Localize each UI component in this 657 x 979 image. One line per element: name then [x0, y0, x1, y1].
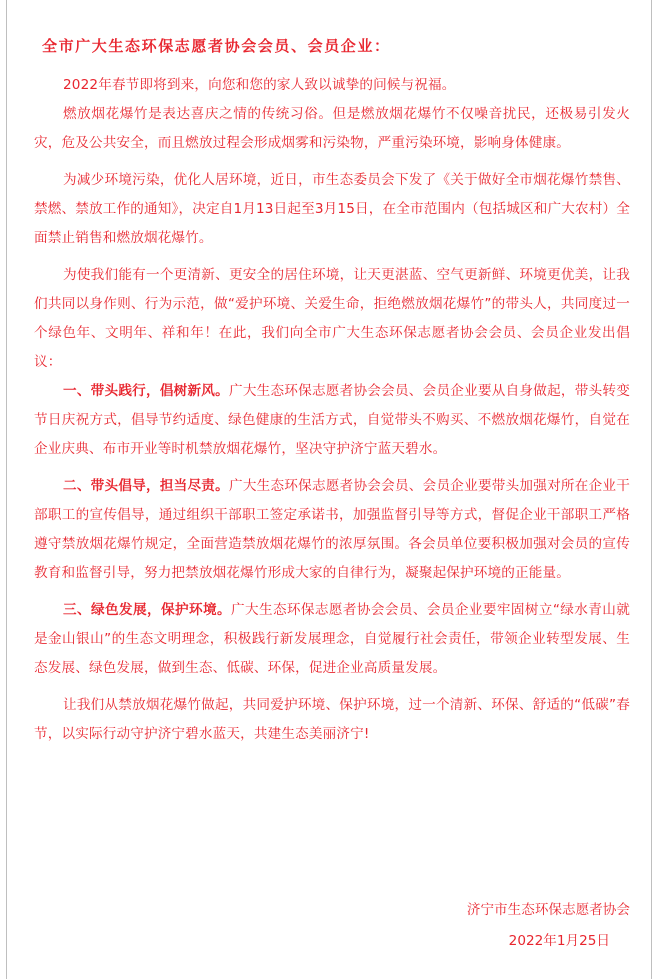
paragraph-initiative-3: [34, 596, 630, 683]
paragraph-text: 为使我们能有一个更清新、更安全的居住环境，让天更湛蓝、空气更新鲜、环境更优美，让我们共同以身作则、行为示范，做“爱护环境、关爱生命，拒绝燃放烟花爆竹”的带头人，共同度过一个绿色年、文明年、祥和年！在此，我们向全市广大生态环保志愿者协会会员、会员企业发出倡议：: [34, 267, 630, 370]
paragraph-text: 燃放烟花爆竹是表达喜庆之情的传统习俗。但是燃放烟花爆竹不仅噪音扰民，还极易引发火灾，危及公共安全，而且燃放过程会形成烟雾和污染物，严重污染环境，影响身体健康。: [34, 106, 630, 151]
initiative-heading: 三、绿色发展，保护环境。: [63, 602, 231, 618]
signature-organization: 济宁市生态环保志愿者协会: [466, 902, 630, 918]
letter-document: [34, 34, 631, 949]
right-frame-line: [651, 0, 652, 979]
paragraph-closing: [34, 691, 630, 749]
initiative-heading: 一、带头践行，倡树新风。: [63, 383, 229, 399]
paragraph-tradition: [34, 100, 630, 158]
paragraph-greeting: [34, 71, 630, 100]
paragraph-text: 让我们从禁放烟花爆竹做起，共同爱护环境、保护环境，过一个清新、环保、舒适的“低碳”春节，以实际行动守护济宁碧水蓝天，共建生态美丽济宁!: [34, 697, 630, 742]
paragraph-text: 广大生态环保志愿者协会会员、会员企业要带头加强对所在企业干部职工的宣传倡导，通过组织干部职工签定承诺书，加强监督引导等方式，督促企业干部职工严格遵守禁放烟花爆竹规定，全面营造禁放烟花爆竹的浓厚氛围。各会员单位要积极加强对会员的宣传教育和监督引导，努力把禁放烟花爆竹形成大家的自律行为，凝聚起保护环境的正能量。: [34, 478, 630, 581]
left-frame-line: [6, 0, 7, 979]
initiative-heading: 二、带头倡导，担当尽责。: [63, 478, 229, 494]
paragraph-text: 为减少环境污染，优化人居环境，近日，市生态委员会下发了《关于做好全市烟花爆竹禁售、禁燃、禁放工作的通知》，决定自1月13日起至3月15日，在全市范围内（包括城区和广大农村）全面禁止销售和燃放烟花爆竹。: [34, 172, 630, 246]
paragraph-text: 广大生态环保志愿者协会会员、会员企业要牢固树立“绿水青山就是金山银山”的生态文明理念，积极践行新发展理念，自觉履行社会责任，带领企业转型发展、生态发展、绿色发展，做到生态、低碳、环保，促进企业高质量发展。: [34, 602, 631, 676]
letter-salutation: 全市广大生态环保志愿者协会会员、会员企业：: [42, 37, 391, 55]
signature-date: 2022年1月25日: [508, 933, 610, 949]
paragraph-notice: [34, 166, 630, 253]
paragraph-text: 2022年春节即将到来，向您和您的家人致以诚挚的问候与祝福。: [63, 77, 456, 93]
paragraph-text: 广大生态环保志愿者协会会员、会员企业要从自身做起，带头转变节日庆祝方式，倡导节约适度、绿色健康的生活方式，自觉带头不购买、不燃放烟花爆竹，自觉在企业庆典、布市开业等时机禁放烟花爆竹，坚决守护济宁蓝天碧水。: [34, 383, 630, 457]
paragraph-appeal: [34, 261, 630, 377]
paragraph-initiative-1: [34, 377, 630, 464]
paragraph-initiative-2: [34, 472, 630, 588]
